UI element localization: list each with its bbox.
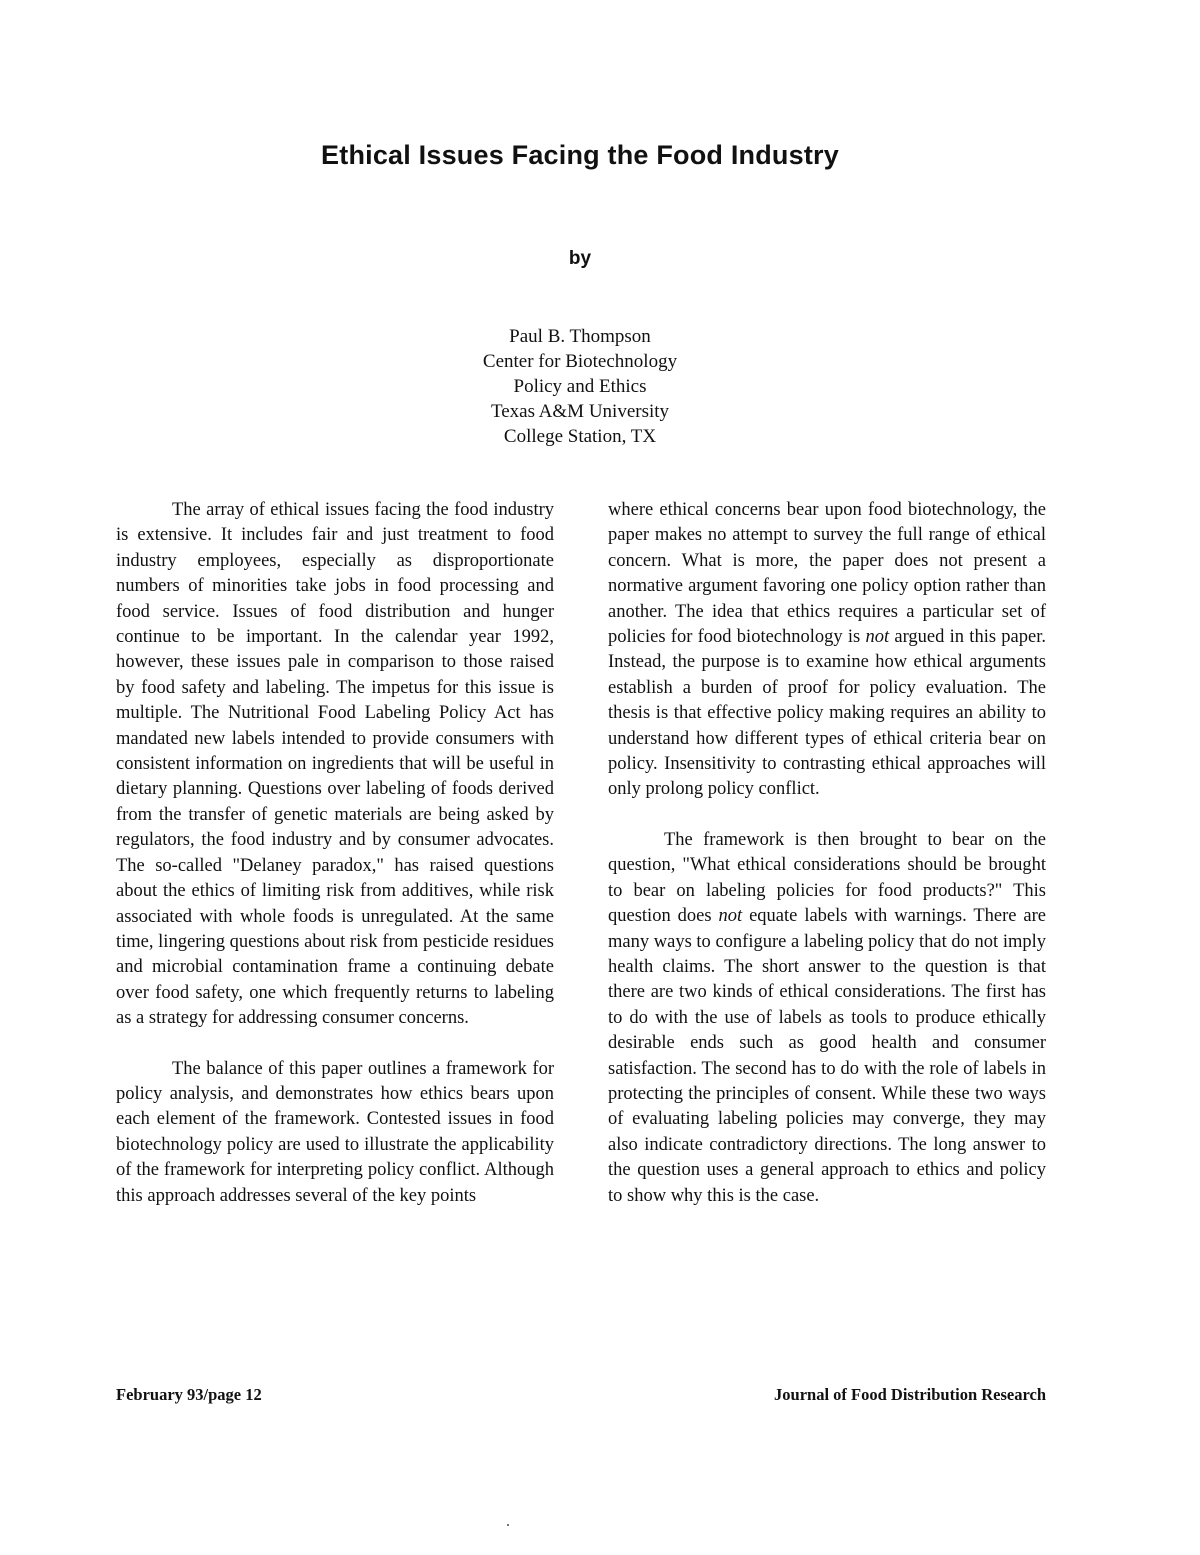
footer-journal-name: Journal of Food Distribution Research [774, 1385, 1046, 1404]
left-column [116, 498, 554, 1234]
author-affiliation-line-3: Texas A&M University [490, 401, 670, 422]
author-affiliation-line-2: Policy and Ethics [513, 376, 647, 397]
scan-speck [507, 1524, 509, 1526]
byline-by: by [568, 248, 592, 269]
right-p2-text-a: The framework is then brought to bear on the question, "What ethical considerations should be brought to bear on labeling policies for food products?" This question does [608, 829, 1046, 927]
right-p1-text-a: where ethical concerns bear upon food biotechnology, the paper makes no attempt to survey the full range of ethical concern. What is more, the paper does not present a normative argument favoring one policy option rather than another. The idea that ethics requires a particular set of policies for food biotechnology is [608, 500, 1046, 648]
right-paragraph-2 [608, 828, 1046, 1209]
footer-page-info: February 93/page 12 [116, 1385, 262, 1404]
right-p1-text-b: argued in this paper. Instead, the purpose is to examine how ethical arguments establish a burden of proof for policy evaluation. The thesis is that effective policy making requires an ability to understand how different types of ethical criteria bear on policy. Insensitivity to contrasting ethical approaches will only prolong policy conflict. [608, 627, 1046, 800]
author-block [0, 324, 1160, 449]
author-name: Paul B. Thompson [509, 326, 651, 347]
left-paragraph-2: The balance of this paper outlines a framework for policy analysis, and demonstrates how ethics bears upon each element of the framework. Contested issues in food biotechnology policy are used to illustrate the applicability of the framework for interpreting policy conflict. Although this approach addresses several of the key points [116, 1058, 554, 1206]
paper-title: Ethical Issues Facing the Food Industry [321, 140, 839, 170]
right-p2-text-b: equate labels with warnings. There are many ways to configure a labeling policy that do not imply health claims. The short answer to the question is that there are two kinds of ethical considerations. The first has to do with the use of labels as tools to produce ethically desirable ends such as good health and consumer satisfaction. The second has to do with the role of labels in protecting the principles of consent. While these two ways of evaluating labeling policies may converge, they may also indicate contradictory directions. The long answer to the question uses a general approach to ethics and policy to show why this is the case. [608, 906, 1046, 1206]
right-column [608, 498, 1046, 1234]
author-affiliation-line-1: Center for Biotechnology [482, 351, 678, 372]
right-paragraph-1 [608, 498, 1046, 803]
right-p2-emphasis: not [718, 906, 743, 927]
right-p1-emphasis: not [865, 627, 890, 648]
left-paragraph-1: The array of ethical issues facing the food industry is extensive. It includes fair and just treatment to food industry employees, especially as disproportionate numbers of minorities take jobs in food processing and food service. Issues of food distribution and hunger continue to be important. In the calendar year 1992, however, these issues pale in comparison to those raised by food safety and labeling. The impetus for this issue is multiple. The Nutritional Food Labeling Policy Act has mandated new labels intended to provide consumers with consistent information on ingredients that will be useful in dietary planning. Questions over labeling of foods derived from the transfer of genetic materials are being asked by regulators, the food industry and by consumer advocates. The so-called "Delaney paradox," has raised questions about the ethics of limiting risk from additives, while risk associated with whole foods is unregulated. At the same time, lingering questions about risk from pesticide residues and microbial contamination frame a continuing debate over food safety, one which frequently returns to labeling as a strategy for addressing consumer concerns. [116, 500, 554, 1029]
author-affiliation-line-4: College Station, TX [503, 426, 657, 447]
